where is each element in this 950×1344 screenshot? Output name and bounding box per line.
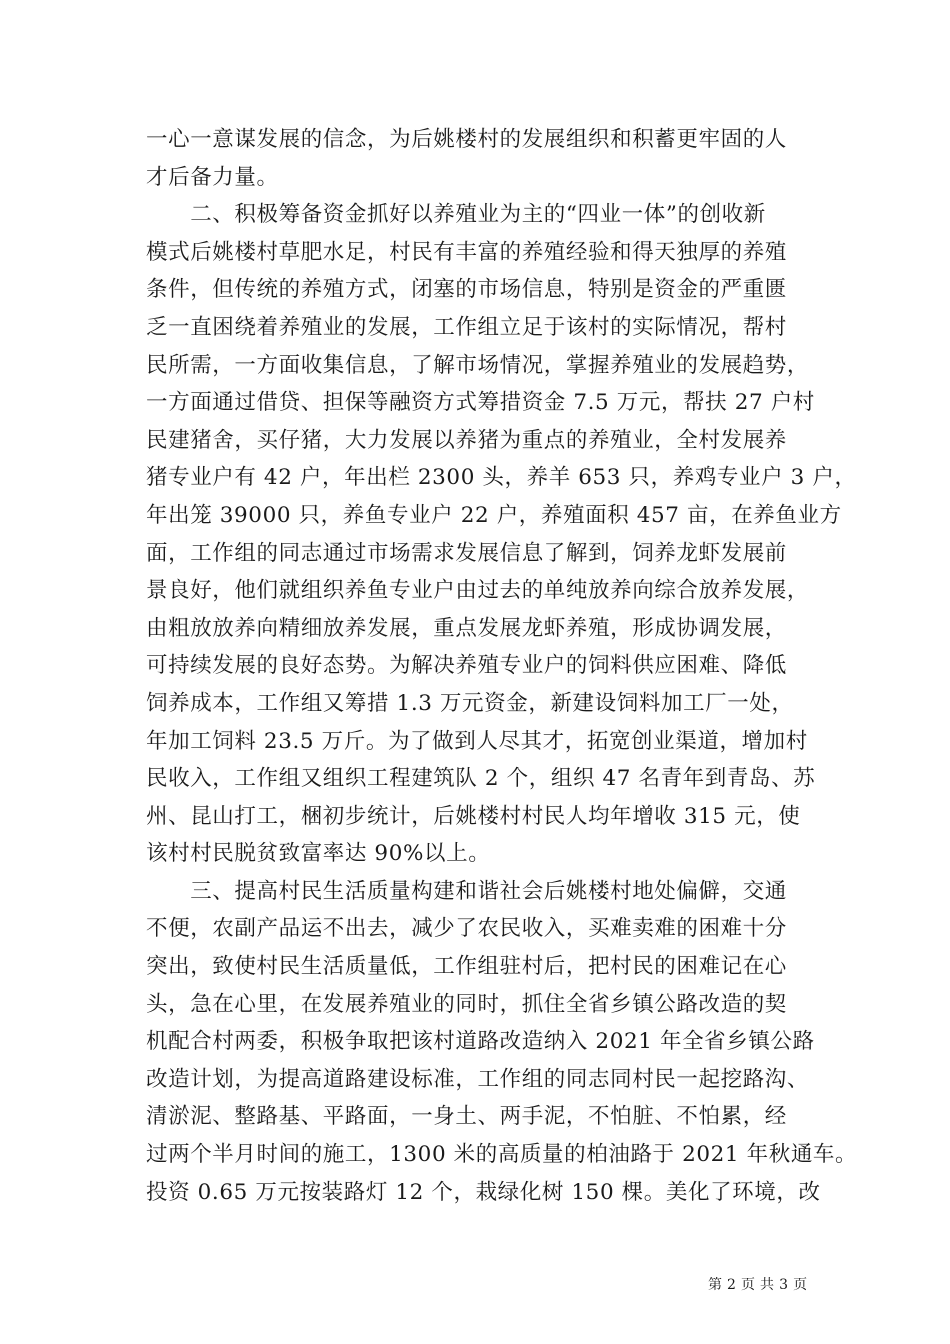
text-line: 才后备力量。 [146,164,279,190]
text-line: 面，工作组的同志通过市场需求发展信息了解到，饲养龙虾发展前 [146,540,787,566]
text-line: 三、提高村民生活质量构建和谐社会后姚楼村地处偏僻，交通 [146,878,787,904]
text-line: 投资 0.65 万元按装路灯 12 个，栽绿化树 150 棵。美化了环境，改 [146,1179,821,1205]
text-line: 州、昆山打工，梱初步统计，后姚楼村村民人均年增收 315 元，使 [146,803,801,829]
text-line: 机配合村两委，积极争取把该村道路改造纳入 2021 年全省乡镇公路 [146,1029,815,1055]
text-line: 饲养成本，工作组又筹措 1.3 万元资金，新建设饲料加工厂一处， [146,690,794,716]
body-text [146,121,858,1211]
text-line: 年加工饲料 23.5 万斤。为了做到人尽其才，拓宽创业渠道，增加村 [146,728,808,754]
text-line: 过两个半月时间的施工，1300 米的高质量的柏油路于 2021 年秋通车。 [146,1142,858,1168]
text-line: 由粗放放养向精细放养发展，重点发展龙虾养殖，形成协调发展， [146,615,787,641]
text-line: 景良好，他们就组织养鱼专业户由过去的单纯放养向综合放养发展， [146,578,810,604]
page-number: 第 2 页 共 3 页 [708,1277,808,1293]
text-line: 条件，但传统的养殖方式，闭塞的市场信息，特别是资金的严重匮 [146,277,787,303]
text-line: 改造计划，为提高道路建设标准，工作组的同志同村民一起挖路沟、 [146,1066,810,1092]
text-line: 一方面通过借贷、担保等融资方式筹措资金 7.5 万元，帮扶 27 户村 [146,390,815,416]
text-line: 二、积极筹备资金抓好以养殖业为主的“四业一体”的创收新 [146,202,766,228]
text-line: 猪专业户有 42 户，年出栏 2300 头，养羊 653 只，养鸡专业户 3 户， [146,465,857,491]
text-line: 一心一意谋发展的信念，为后姚楼村的发展组织和积蓄更牢固的人 [146,127,787,152]
text-line: 民建猪舍，买仔猪，大力发展以养猪为重点的养殖业，全村发展养 [146,427,787,453]
text-line: 民收入，工作组又组织工程建筑队 2 个，组织 47 名青年到青岛、苏 [146,766,816,792]
text-line: 乏一直困绕着养殖业的发展，工作组立足于该村的实际情况，帮村 [146,314,787,340]
text-line: 突出，致使村民生活质量低，工作组驻村后，把村民的困难记在心 [146,954,787,980]
text-line: 年出笼 39000 只，养鱼专业户 22 户，养殖面积 457 亩，在养鱼业方 [146,502,842,528]
text-line: 可持续发展的良好态势。为解决养殖专业户的饲料供应困难、降低 [146,653,787,679]
text-line: 民所需，一方面收集信息，了解市场情况，掌握养殖业的发展趋势， [146,352,810,378]
text-line: 模式后姚楼村草肥水足，村民有丰富的养殖经验和得天独厚的养殖 [146,239,787,265]
text-line: 不便，农副产品运不出去，减少了农民收入，买难卖难的困难十分 [146,916,787,942]
text-line: 该村村民脱贫致富率达 90%以上。 [146,841,491,867]
text-line: 清淤泥、整路基、平路面，一身土、两手泥，不怕脏、不怕累，经 [146,1104,787,1130]
text-line: 头，急在心里，在发展养殖业的同时，抓住全省乡镇公路改造的契 [146,991,787,1017]
